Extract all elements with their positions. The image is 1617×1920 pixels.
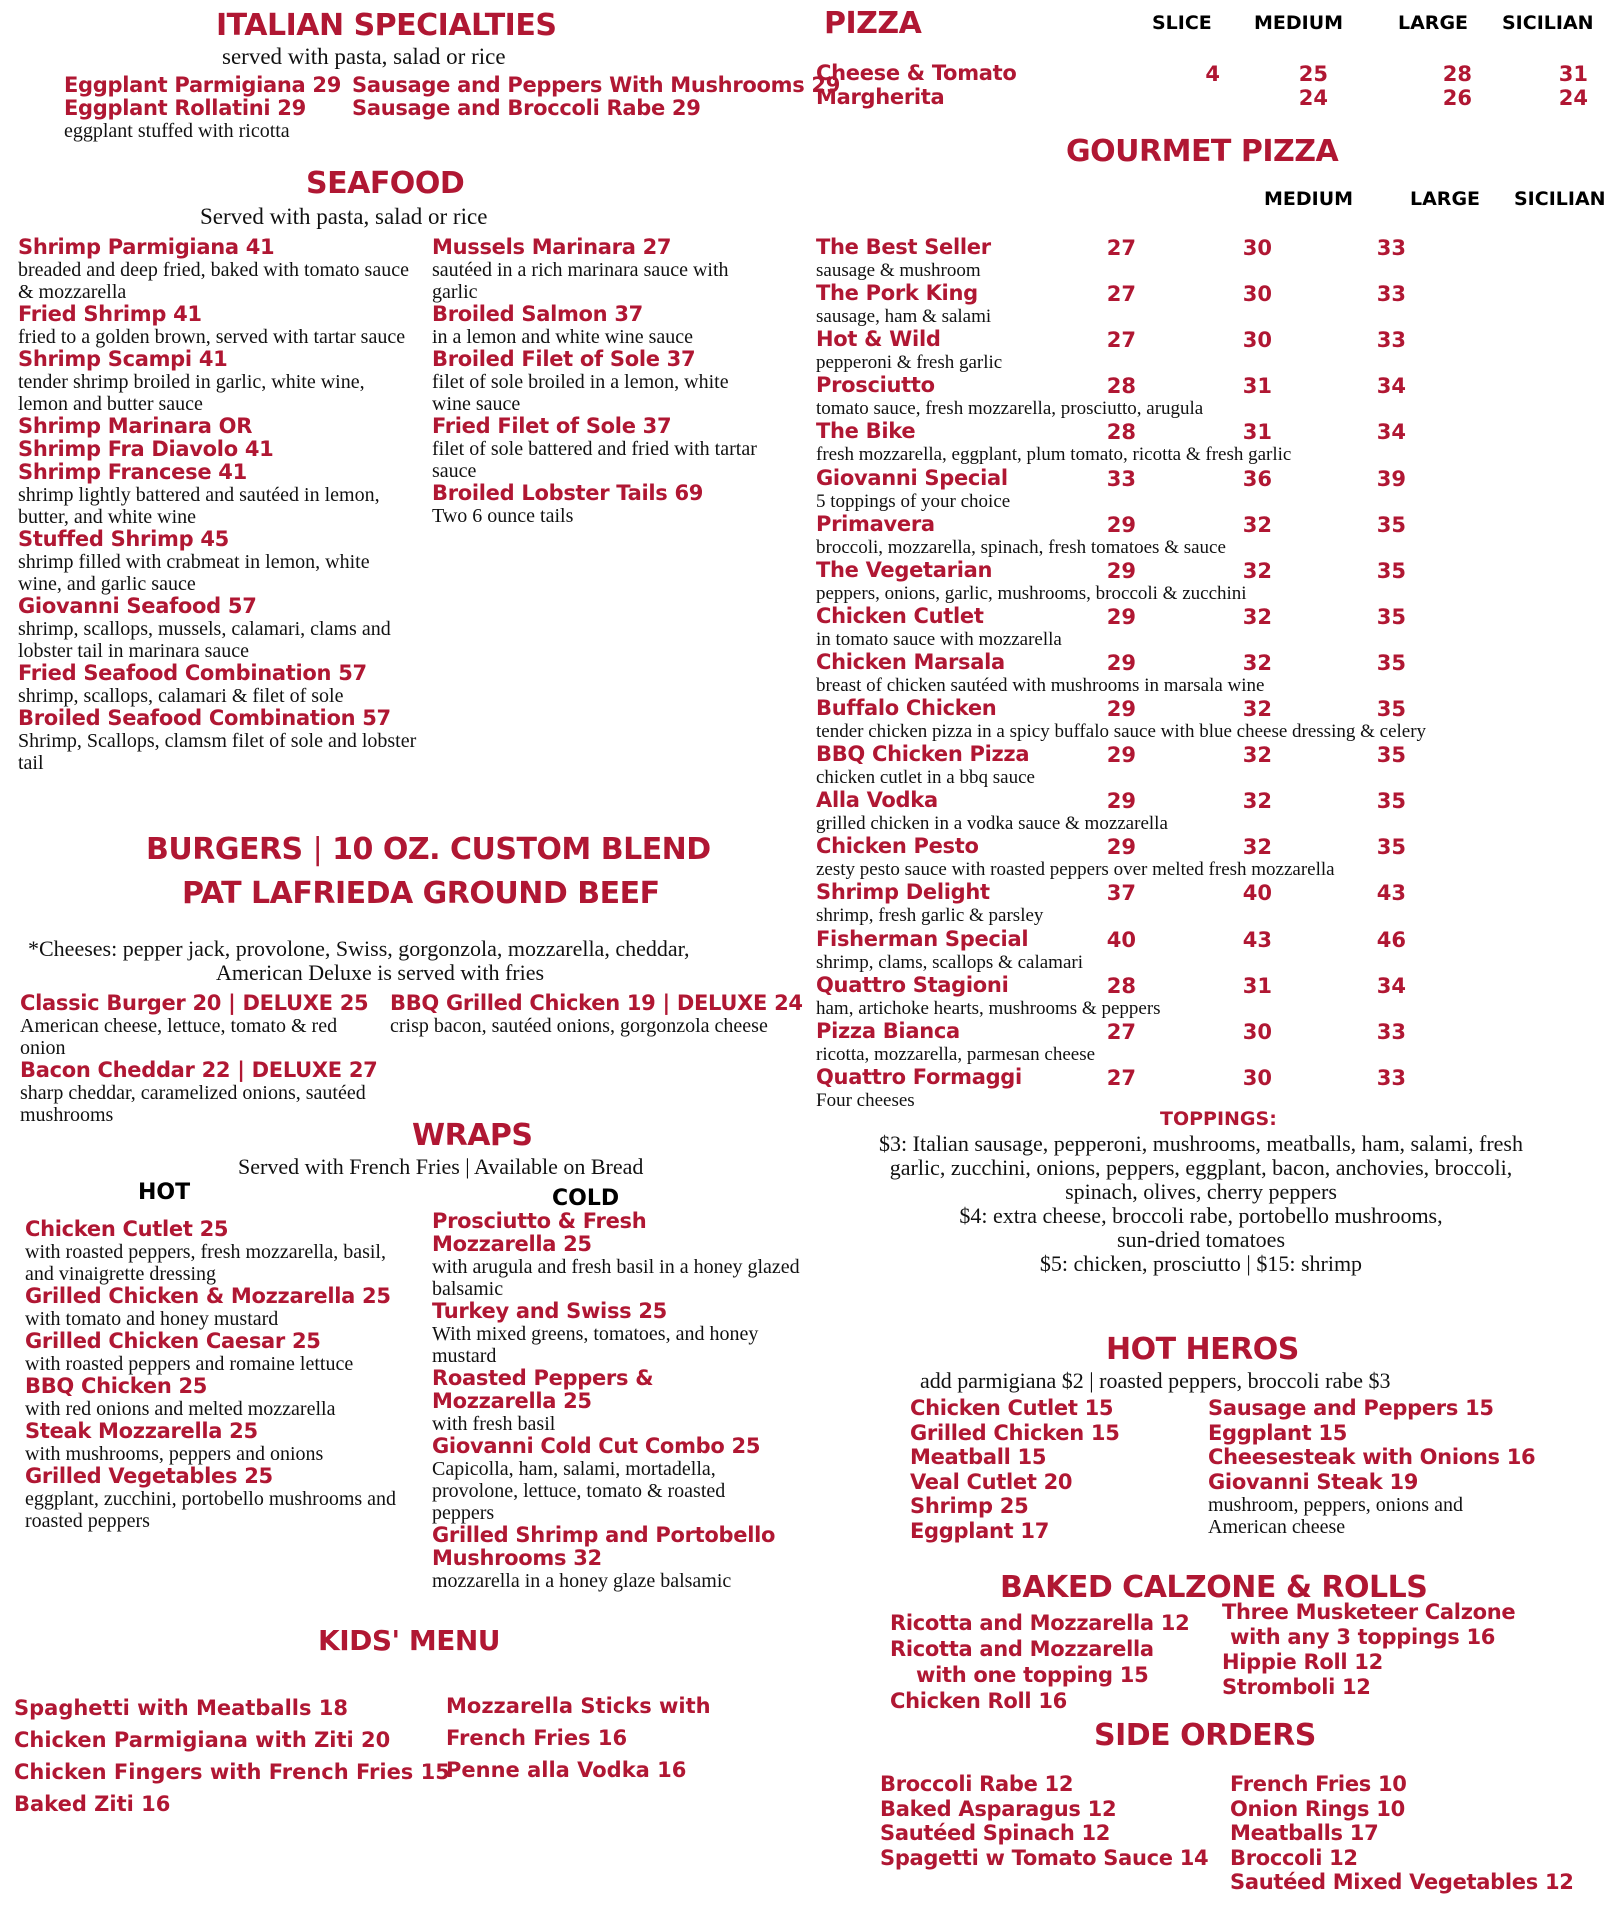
gourmet-pizza-name: Chicken Pesto bbox=[816, 834, 979, 858]
gourmet-pizza-desc: shrimp, fresh garlic & parsley bbox=[816, 905, 1044, 926]
menu-item-desc: shrimp lightly battered and sautéed in lemon, butter, and white wine bbox=[18, 484, 380, 528]
menu-item-desc: sharp cheddar, caramelized onions, sautéed mushrooms bbox=[20, 1082, 366, 1126]
gourmet-pizza-desc: ricotta, mozzarella, parmesan cheese bbox=[816, 1044, 1096, 1065]
italian-right-column bbox=[352, 74, 840, 120]
burgers-title-sep: | bbox=[312, 832, 323, 867]
gourmet-pizza-price: 29 bbox=[1106, 743, 1136, 767]
menu-item-desc: crisp bacon, sautéed onions, gorgonzola cheese bbox=[390, 1015, 768, 1037]
gourmet-pizza-name: The Bike bbox=[816, 419, 916, 443]
gourmet-pizza-name: Buffalo Chicken bbox=[816, 696, 997, 720]
gourmet-pizza-price: 31 bbox=[1242, 974, 1272, 998]
gourmet-pizza-price: 34 bbox=[1376, 974, 1406, 998]
menu-item-desc: shrimp filled with crabmeat in lemon, white wine, and garlic sauce bbox=[18, 551, 370, 595]
gourmet-pizza-price: 27 bbox=[1106, 236, 1136, 260]
gourmet-pizza-price: 32 bbox=[1242, 605, 1272, 629]
gourmet-pizza-desc: ham, artichoke hearts, mushrooms & peppers bbox=[816, 998, 1161, 1019]
calzone-right-column bbox=[1222, 1600, 1515, 1700]
calzone-item: Ricotta and Mozzarella bbox=[890, 1637, 1154, 1661]
menu-item-name: Fried Shrimp 41 bbox=[18, 302, 202, 326]
wraps-subtitle: Served with French Fries | Available on Bread bbox=[238, 1154, 644, 1179]
side-item: French Fries 10 bbox=[1230, 1772, 1407, 1796]
gourmet-pizza-price: 35 bbox=[1376, 605, 1406, 629]
hero-item: Grilled Chicken 15 bbox=[910, 1420, 1120, 1445]
menu-item-name: Sausage and Peppers With Mushrooms 29 bbox=[352, 73, 841, 97]
kids-item: Penne alla Vodka 16 bbox=[446, 1758, 687, 1782]
gourmet-pizza-name: Quattro Stagioni bbox=[816, 973, 1009, 997]
gourmet-pizza-row bbox=[816, 328, 1606, 374]
gourmet-pizza-price: 27 bbox=[1106, 1020, 1136, 1044]
toppings-line: $3: Italian sausage, pepperoni, mushrooms, meatballs, ham, salami, fresh bbox=[879, 1131, 1523, 1156]
gourmet-pizza-row bbox=[816, 1066, 1606, 1112]
gourmet-pizza-price: 28 bbox=[1106, 420, 1136, 444]
gourmet-pizza-row bbox=[816, 651, 1606, 697]
gourmet-pizza-price: 33 bbox=[1376, 1066, 1406, 1090]
gourmet-pizza-price: 33 bbox=[1376, 328, 1406, 352]
gourmet-pizza-row bbox=[816, 467, 1606, 513]
gourmet-pizza-price: 43 bbox=[1242, 928, 1272, 952]
menu-item-name: Fried Filet of Sole 37 bbox=[432, 414, 672, 438]
gourmet-col-large: LARGE bbox=[1410, 188, 1481, 210]
gourmet-pizza-price: 29 bbox=[1106, 789, 1136, 813]
gourmet-pizza-price: 29 bbox=[1106, 697, 1136, 721]
burgers-title-b: 10 OZ. CUSTOM BLEND bbox=[332, 832, 711, 867]
menu-item-name: Broiled Lobster Tails 69 bbox=[432, 481, 704, 505]
burgers-right-column bbox=[390, 991, 803, 1037]
pizza-row-name: Cheese & Tomato bbox=[816, 61, 1017, 85]
menu-item-name: Broiled Seafood Combination 57 bbox=[18, 706, 391, 730]
calzone-item: Stromboli 12 bbox=[1222, 1675, 1371, 1699]
gourmet-pizza-price: 28 bbox=[1106, 374, 1136, 398]
menu-item-desc: shrimp, scallops, calamari & filet of sole bbox=[18, 685, 344, 707]
gourmet-pizza-price: 30 bbox=[1242, 1020, 1272, 1044]
menu-item-name: Giovanni Seafood 57 bbox=[18, 594, 257, 618]
gourmet-pizza-desc: Four cheeses bbox=[816, 1090, 915, 1111]
gourmet-pizza-name: Primavera bbox=[816, 512, 935, 536]
gourmet-pizza-row bbox=[816, 743, 1606, 789]
gourmet-pizza-row bbox=[816, 513, 1606, 559]
gourmet-pizza-name: The Vegetarian bbox=[816, 558, 993, 582]
menu-item-name: Shrimp Fra Diavolo 41 bbox=[18, 437, 274, 461]
side-orders-right-column bbox=[1230, 1772, 1574, 1895]
gourmet-pizza-price: 32 bbox=[1242, 513, 1272, 537]
hot-heros-title: HOT HEROS bbox=[1106, 1332, 1299, 1367]
gourmet-pizza-price: 29 bbox=[1106, 559, 1136, 583]
gourmet-pizza-price: 32 bbox=[1242, 743, 1272, 767]
menu-item-name: Fried Seafood Combination 57 bbox=[18, 661, 367, 685]
gourmet-pizza-desc: tender chicken pizza in a spicy buffalo sauce with blue cheese dressing & celery bbox=[816, 721, 1427, 742]
gourmet-pizza-price: 35 bbox=[1376, 559, 1406, 583]
gourmet-col-medium: MEDIUM bbox=[1264, 188, 1354, 210]
menu-item-name: Prosciutto & Fresh Mozzarella 25 bbox=[432, 1209, 647, 1256]
menu-item-name: Eggplant Rollatini 29 bbox=[64, 96, 306, 120]
hero-item: Sausage and Peppers 15 bbox=[1208, 1396, 1494, 1420]
menu-item-desc: filet of sole broiled in a lemon, white wine sauce bbox=[432, 371, 729, 415]
gourmet-pizza-price: 31 bbox=[1242, 420, 1272, 444]
gourmet-pizza-desc: grilled chicken in a vodka sauce & mozzarella bbox=[816, 813, 1168, 834]
side-orders-left-column bbox=[880, 1772, 1208, 1870]
gourmet-pizza-price: 31 bbox=[1242, 374, 1272, 398]
burgers-note-1: *Cheeses: pepper jack, provolone, Swiss, gorgonzola, mozzarella, cheddar, bbox=[28, 936, 690, 961]
calzone-item: Hippie Roll 12 bbox=[1222, 1650, 1383, 1674]
gourmet-pizza-price: 27 bbox=[1106, 282, 1136, 306]
gourmet-pizza-price: 35 bbox=[1376, 513, 1406, 537]
menu-item-desc: breaded and deep fried, baked with tomato sauce & mozzarella bbox=[18, 259, 409, 303]
hero-item: Eggplant 17 bbox=[910, 1518, 1050, 1543]
menu-item-desc: eggplant, zucchini, portobello mushrooms and roasted peppers bbox=[25, 1488, 397, 1532]
menu-item-desc: shrimp, scallops, mussels, calamari, clams and lobster tail in marinara sauce bbox=[18, 618, 391, 662]
gourmet-pizza-price: 39 bbox=[1376, 467, 1406, 491]
gourmet-pizza-price: 33 bbox=[1106, 467, 1136, 491]
seafood-right-column bbox=[432, 236, 772, 527]
pizza-price: 28 bbox=[1442, 62, 1472, 86]
side-item: Meatballs 17 bbox=[1230, 1821, 1379, 1845]
kids-right-column bbox=[446, 1690, 711, 1786]
pizza-price: 31 bbox=[1558, 62, 1588, 86]
gourmet-pizza-price: 29 bbox=[1106, 651, 1136, 675]
italian-specialties-title: ITALIAN SPECIALTIES bbox=[216, 8, 557, 43]
gourmet-pizza-price: 27 bbox=[1106, 328, 1136, 352]
burgers-title-line2: PAT LAFRIEDA GROUND BEEF bbox=[182, 876, 660, 911]
italian-subtitle: served with pasta, salad or rice bbox=[222, 44, 506, 69]
pizza-col-slice: SLICE bbox=[1152, 12, 1212, 34]
menu-item-name: BBQ Chicken 25 bbox=[25, 1374, 208, 1398]
gourmet-pizza-row bbox=[816, 374, 1606, 420]
wraps-title: WRAPS bbox=[412, 1118, 533, 1153]
gourmet-pizza-name: BBQ Chicken Pizza bbox=[816, 742, 1030, 766]
menu-item-name: Roasted Peppers & Mozzarella 25 bbox=[432, 1366, 654, 1413]
menu-item-desc: with fresh basil bbox=[432, 1413, 556, 1435]
menu-item-desc: American cheese, lettuce, tomato & red onion bbox=[20, 1015, 338, 1059]
toppings-list bbox=[806, 1132, 1596, 1276]
menu-item-name: Shrimp Francese 41 bbox=[18, 460, 247, 484]
kids-item: Chicken Fingers with French Fries 15 bbox=[14, 1760, 450, 1784]
calzone-item: Ricotta and Mozzarella 12 bbox=[890, 1611, 1190, 1635]
side-item: Sautéed Mixed Vegetables 12 bbox=[1230, 1870, 1574, 1894]
gourmet-pizza-desc: sausage, ham & salami bbox=[816, 306, 992, 327]
side-item: Sautéed Spinach 12 bbox=[880, 1821, 1111, 1845]
menu-item-name: Steak Mozzarella 25 bbox=[25, 1419, 258, 1443]
pizza-row-name: Margherita bbox=[816, 85, 945, 109]
menu-item-name: Bacon Cheddar 22 | DELUXE 27 bbox=[20, 1058, 378, 1082]
menu-item-name: Shrimp Marinara OR bbox=[18, 414, 253, 438]
kids-item: Mozzarella Sticks with bbox=[446, 1694, 711, 1718]
gourmet-pizza-price: 29 bbox=[1106, 513, 1136, 537]
toppings-line: spinach, olives, cherry peppers bbox=[1065, 1179, 1337, 1204]
menu-item-name: Broiled Filet of Sole 37 bbox=[432, 347, 696, 371]
gourmet-pizza-price: 34 bbox=[1376, 374, 1406, 398]
side-item: Spagetti w Tomato Sauce 14 bbox=[880, 1845, 1209, 1870]
menu-item-desc: mozzarella in a honey glaze balsamic bbox=[432, 1570, 732, 1592]
menu-item-desc: with arugula and fresh basil in a honey glazed balsamic bbox=[432, 1256, 800, 1300]
pizza-col-sicilian: SICILIAN bbox=[1502, 12, 1594, 34]
gourmet-pizza-price: 35 bbox=[1376, 835, 1406, 859]
pizza-col-medium: MEDIUM bbox=[1254, 12, 1344, 34]
hero-item: Veal Cutlet 20 bbox=[910, 1469, 1073, 1494]
gourmet-pizza-price: 32 bbox=[1242, 789, 1272, 813]
gourmet-pizza-price: 36 bbox=[1242, 467, 1272, 491]
pizza-title: PIZZA bbox=[824, 6, 922, 41]
gourmet-pizza-name: Alla Vodka bbox=[816, 788, 938, 812]
toppings-line: garlic, zucchini, onions, peppers, eggplant, bacon, anchovies, broccoli, bbox=[889, 1155, 1513, 1180]
gourmet-pizza-price: 27 bbox=[1106, 1066, 1136, 1090]
wraps-hot-label: HOT bbox=[138, 1180, 191, 1205]
menu-item-name: Mussels Marinara 27 bbox=[432, 235, 672, 259]
gourmet-pizza-row bbox=[816, 928, 1606, 974]
gourmet-pizza-desc: sausage & mushroom bbox=[816, 260, 981, 281]
gourmet-pizza-price: 35 bbox=[1376, 743, 1406, 767]
gourmet-pizza-price: 40 bbox=[1106, 928, 1136, 952]
gourmet-pizza-price: 33 bbox=[1376, 282, 1406, 306]
pizza-price: 26 bbox=[1442, 86, 1472, 110]
side-item: Onion Rings 10 bbox=[1230, 1796, 1405, 1821]
gourmet-pizza-price: 33 bbox=[1376, 236, 1406, 260]
hot-heros-left-column bbox=[910, 1396, 1120, 1543]
kids-item: Baked Ziti 16 bbox=[14, 1792, 171, 1816]
menu-item-name: Classic Burger 20 | DELUXE 25 bbox=[20, 991, 369, 1015]
gourmet-pizza-price: 29 bbox=[1106, 605, 1136, 629]
gourmet-pizza-name: The Best Seller bbox=[816, 235, 991, 259]
kids-item: Chicken Parmigiana with Ziti 20 bbox=[14, 1728, 391, 1752]
menu-item-desc: Shrimp, Scallops, clamsm filet of sole and lobster tail bbox=[18, 730, 417, 774]
calzone-title: BAKED CALZONE & ROLLS bbox=[1000, 1570, 1428, 1605]
side-orders-title: SIDE ORDERS bbox=[1094, 1718, 1316, 1753]
calzone-item: Three Musketeer Calzone bbox=[1222, 1600, 1516, 1624]
side-item: Broccoli Rabe 12 bbox=[880, 1772, 1074, 1796]
gourmet-pizza-name: Fisherman Special bbox=[816, 927, 1029, 951]
gourmet-pizza-row bbox=[816, 282, 1606, 328]
gourmet-pizza-desc: chicken cutlet in a bbq sauce bbox=[816, 767, 1035, 788]
burgers-title-a: BURGERS bbox=[146, 832, 303, 867]
menu-item-desc: with red onions and melted mozzarella bbox=[25, 1398, 336, 1420]
hero-item: Shrimp 25 bbox=[910, 1494, 1029, 1518]
gourmet-pizza-desc: tomato sauce, fresh mozzarella, prosciutto, arugula bbox=[816, 398, 1204, 419]
gourmet-pizza-row bbox=[816, 420, 1606, 466]
gourmet-pizza-desc: peppers, onions, garlic, mushrooms, broccoli & zucchini bbox=[816, 583, 1247, 604]
gourmet-pizza-desc: shrimp, clams, scallops & calamari bbox=[816, 952, 1083, 973]
menu-item-name: Grilled Chicken & Mozzarella 25 bbox=[25, 1284, 391, 1308]
gourmet-pizza-title: GOURMET PIZZA bbox=[1066, 134, 1339, 169]
kids-menu-title: KIDS' MENU bbox=[318, 1624, 501, 1657]
menu-item-desc: tender shrimp broiled in garlic, white wine, lemon and butter sauce bbox=[18, 371, 365, 415]
hero-item: Cheesesteak with Onions 16 bbox=[1208, 1445, 1536, 1469]
menu-item-name: Eggplant Parmigiana 29 bbox=[64, 73, 342, 97]
kids-item: Spaghetti with Meatballs 18 bbox=[14, 1696, 349, 1720]
gourmet-pizza-row bbox=[816, 1020, 1606, 1066]
gourmet-pizza-row bbox=[816, 697, 1606, 743]
gourmet-pizza-desc: pepperoni & fresh garlic bbox=[816, 352, 1003, 373]
gourmet-pizza-price: 28 bbox=[1106, 974, 1136, 998]
gourmet-pizza-row bbox=[816, 605, 1606, 651]
gourmet-pizza-price: 35 bbox=[1376, 789, 1406, 813]
hot-heros-right-column bbox=[1208, 1396, 1538, 1538]
toppings-line: sun-dried tomatoes bbox=[1116, 1227, 1286, 1252]
gourmet-pizza-price: 33 bbox=[1376, 1020, 1406, 1044]
gourmet-pizza-row bbox=[816, 236, 1606, 282]
menu-item-desc: Two 6 ounce tails bbox=[432, 505, 574, 527]
gourmet-pizza-name: Hot & Wild bbox=[816, 327, 941, 351]
menu-item-desc: filet of sole battered and fried with tartar sauce bbox=[432, 438, 757, 482]
menu-item-name: Giovanni Cold Cut Combo 25 bbox=[432, 1434, 761, 1458]
menu-item-name: Broiled Salmon 37 bbox=[432, 302, 643, 326]
seafood-subtitle: Served with pasta, salad or rice bbox=[200, 204, 488, 229]
gourmet-pizza-name: Chicken Marsala bbox=[816, 650, 1005, 674]
hot-heros-subtitle: add parmigiana $2 | roasted peppers, broccoli rabe $3 bbox=[920, 1368, 1391, 1393]
burgers-title bbox=[146, 832, 711, 867]
menu-item-name: Shrimp Scampi 41 bbox=[18, 347, 228, 371]
hero-item: Giovanni Steak 19 bbox=[1208, 1469, 1419, 1494]
gourmet-pizza-desc: zesty pesto sauce with roasted peppers over melted fresh mozzarella bbox=[816, 859, 1335, 880]
pizza-col-large: LARGE bbox=[1398, 12, 1469, 34]
gourmet-pizza-price: 30 bbox=[1242, 282, 1272, 306]
gourmet-pizza-name: The Pork King bbox=[816, 281, 978, 305]
seafood-title: SEAFOOD bbox=[306, 166, 465, 201]
gourmet-pizza-name: Prosciutto bbox=[816, 373, 935, 397]
gourmet-pizza-price: 37 bbox=[1106, 881, 1136, 905]
hero-item: Meatball 15 bbox=[910, 1445, 1047, 1469]
menu-item-desc: with mushrooms, peppers and onions bbox=[25, 1443, 324, 1465]
kids-left-column bbox=[14, 1692, 450, 1820]
gourmet-pizza-desc: 5 toppings of your choice bbox=[816, 491, 1011, 512]
gourmet-pizza-price: 30 bbox=[1242, 328, 1272, 352]
gourmet-pizza-desc: breast of chicken sautéed with mushrooms in marsala wine bbox=[816, 675, 1265, 696]
menu-item-name: Grilled Chicken Caesar 25 bbox=[25, 1329, 321, 1353]
gourmet-pizza-row bbox=[816, 835, 1606, 881]
gourmet-pizza-price: 30 bbox=[1242, 1066, 1272, 1090]
gourmet-pizza-price: 30 bbox=[1242, 236, 1272, 260]
gourmet-pizza-name: Quattro Formaggi bbox=[816, 1065, 1022, 1089]
wraps-cold-label: COLD bbox=[552, 1186, 620, 1211]
menu-item-name: Chicken Cutlet 25 bbox=[25, 1217, 229, 1241]
calzone-item: with any 3 toppings 16 bbox=[1230, 1625, 1496, 1649]
gourmet-pizza-price: 43 bbox=[1376, 881, 1406, 905]
gourmet-pizza-price: 32 bbox=[1242, 651, 1272, 675]
toppings-line: $5: chicken, prosciutto | $15: shrimp bbox=[1039, 1251, 1363, 1276]
gourmet-pizza-row bbox=[816, 559, 1606, 605]
menu-item-name: Turkey and Swiss 25 bbox=[432, 1299, 667, 1323]
burgers-note-2: American Deluxe is served with fries bbox=[216, 960, 545, 985]
gourmet-pizza-price: 35 bbox=[1376, 697, 1406, 721]
wraps-hot-column bbox=[25, 1218, 425, 1532]
menu-item-name: Grilled Shrimp and Portobello Mushrooms 32 bbox=[432, 1523, 776, 1570]
gourmet-pizza-name: Shrimp Delight bbox=[816, 880, 990, 904]
hero-item: Chicken Cutlet 15 bbox=[910, 1396, 1114, 1420]
hero-item: Eggplant 15 bbox=[1208, 1420, 1348, 1445]
menu-item-desc: Capicolla, ham, salami, mortadella, provolone, lettuce, tomato & roasted peppers bbox=[432, 1458, 726, 1524]
gourmet-pizza-price: 32 bbox=[1242, 559, 1272, 583]
menu-item-desc: sautéed in a rich marinara sauce with garlic bbox=[432, 259, 729, 303]
menu-item-name: Shrimp Parmigiana 41 bbox=[18, 235, 275, 259]
toppings-title: TOPPINGS: bbox=[1160, 1108, 1277, 1130]
side-item: Broccoli 12 bbox=[1230, 1845, 1358, 1870]
gourmet-pizza-price: 32 bbox=[1242, 835, 1272, 859]
side-item: Baked Asparagus 12 bbox=[880, 1796, 1117, 1821]
pizza-price: 25 bbox=[1298, 62, 1328, 86]
menu-item-name: Sausage and Broccoli Rabe 29 bbox=[352, 96, 701, 120]
menu-item-name: BBQ Grilled Chicken 19 | DELUXE 24 bbox=[390, 991, 803, 1015]
menu-item-desc: eggplant stuffed with ricotta bbox=[64, 120, 290, 142]
gourmet-pizza-name: Chicken Cutlet bbox=[816, 604, 984, 628]
menu-item-desc: With mixed greens, tomatoes, and honey mustard bbox=[432, 1323, 759, 1367]
italian-left-column bbox=[64, 74, 341, 142]
gourmet-pizza-price: 40 bbox=[1242, 881, 1272, 905]
gourmet-pizza-price: 35 bbox=[1376, 651, 1406, 675]
gourmet-pizza-price: 46 bbox=[1376, 928, 1406, 952]
menu-item-name: Grilled Vegetables 25 bbox=[25, 1464, 273, 1488]
calzone-item: Chicken Roll 16 bbox=[890, 1689, 1067, 1713]
calzone-item: with one topping 15 bbox=[916, 1663, 1149, 1687]
gourmet-col-sicilian: SICILIAN bbox=[1514, 188, 1606, 210]
gourmet-pizza-price: 29 bbox=[1106, 835, 1136, 859]
menu-item-desc: with roasted peppers, fresh mozzarella, basil, and vinaigrette dressing bbox=[25, 1241, 386, 1285]
menu-item-name: Stuffed Shrimp 45 bbox=[18, 527, 229, 551]
gourmet-pizza-price: 34 bbox=[1376, 420, 1406, 444]
gourmet-pizza-row bbox=[816, 881, 1606, 927]
menu-item-desc: in a lemon and white wine sauce bbox=[432, 326, 694, 348]
toppings-line: $4: extra cheese, broccoli rabe, portobello mushrooms, bbox=[959, 1203, 1443, 1228]
pizza-price: 24 bbox=[1558, 86, 1588, 110]
burgers-left-column bbox=[20, 992, 390, 1126]
pizza-price: 24 bbox=[1298, 86, 1328, 110]
gourmet-pizza-name: Giovanni Special bbox=[816, 466, 1008, 490]
gourmet-pizza-row bbox=[816, 974, 1606, 1020]
gourmet-pizza-row bbox=[816, 789, 1606, 835]
gourmet-pizza-price: 32 bbox=[1242, 697, 1272, 721]
gourmet-pizza-desc: in tomato sauce with mozzarella bbox=[816, 629, 1062, 650]
menu-item-desc: fried to a golden brown, served with tartar sauce bbox=[18, 326, 406, 348]
gourmet-pizza-desc: broccoli, mozzarella, spinach, fresh tomatoes & sauce bbox=[816, 537, 1226, 558]
pizza-price: 4 bbox=[1205, 62, 1220, 86]
gourmet-pizza-name: Pizza Bianca bbox=[816, 1019, 960, 1043]
menu-item-desc: with roasted peppers and romaine lettuce bbox=[25, 1353, 354, 1375]
hero-item-desc: mushroom, peppers, onions and American cheese bbox=[1208, 1494, 1463, 1538]
menu-item-desc: with tomato and honey mustard bbox=[25, 1308, 279, 1330]
wraps-cold-column bbox=[432, 1210, 812, 1592]
seafood-left-column bbox=[18, 236, 418, 774]
gourmet-pizza-desc: fresh mozzarella, eggplant, plum tomato, ricotta & fresh garlic bbox=[816, 444, 1292, 465]
calzone-left-column bbox=[890, 1610, 1189, 1714]
kids-item: French Fries 16 bbox=[446, 1726, 628, 1750]
